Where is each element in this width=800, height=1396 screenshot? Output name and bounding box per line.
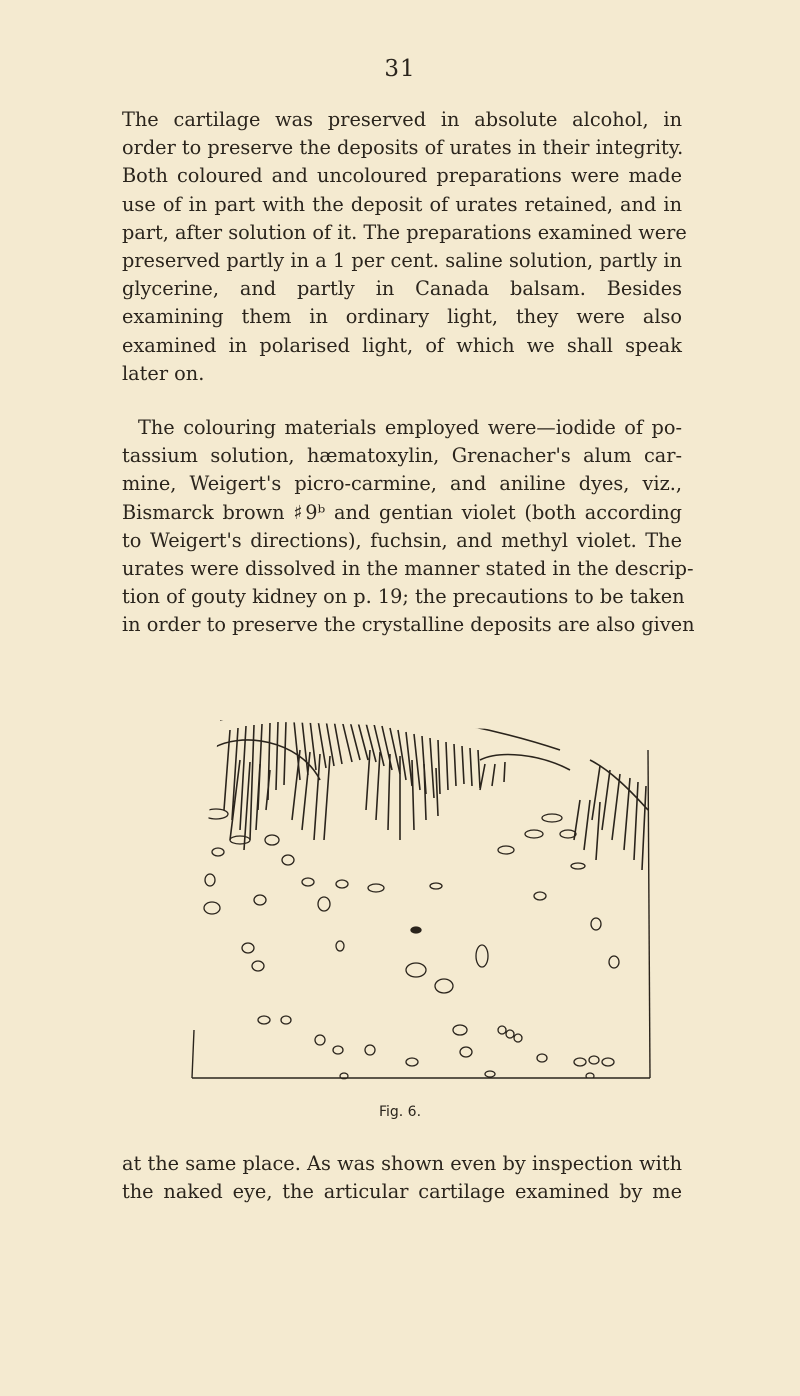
text-line: mine, Weigert's picro-carmine, and aniline dyes, viz., bbox=[122, 472, 682, 496]
text-line: glycerine, and partly in Canada balsam. Besides bbox=[122, 277, 682, 301]
text-line: tassium solution, hæmatoxylin, Grenacher's alum car- bbox=[122, 444, 682, 468]
text-line: use of in part with the deposit of urates retained, and in bbox=[122, 192, 682, 216]
text-line: Bismarck brown ♯9ᵇ and gentian violet (both according bbox=[122, 500, 682, 524]
text-line: the naked eye, the articular cartilage examined by me bbox=[122, 1180, 682, 1204]
text-line: at the same place. As was shown even by inspection with bbox=[122, 1152, 682, 1175]
text-line: to Weigert's directions), fuchsin, and methyl violet. The bbox=[122, 528, 682, 552]
section-outline bbox=[192, 750, 650, 1078]
text-line: tion of gouty kidney on p. 19; the precautions to be taken bbox=[122, 585, 685, 609]
figure-cartilage-illustration bbox=[180, 690, 660, 1080]
text-line: preserved partly in a 1 per cent. saline solution, partly in bbox=[122, 249, 682, 273]
text-line: examined in polarised light, of which we shall speak bbox=[122, 333, 682, 357]
hatched-deposit-layer bbox=[210, 710, 648, 870]
text-line: part, after solution of it. The preparations examined were bbox=[122, 220, 687, 244]
text-line: The colouring materials employed were—iodide of po- bbox=[138, 416, 682, 439]
figure-caption: Fig. 6. bbox=[378, 1104, 422, 1120]
text-line: later on. bbox=[122, 361, 205, 385]
text-line: The cartilage was preserved in absolute alcohol, in bbox=[122, 108, 682, 131]
text-line: Both coloured and uncoloured preparations were made bbox=[122, 164, 682, 188]
urate-deposits bbox=[204, 809, 619, 1079]
paragraph-preservation bbox=[122, 106, 687, 388]
page-number: 31 bbox=[384, 56, 416, 82]
text-line: examining them in ordinary light, they were also bbox=[122, 305, 682, 329]
text-line: in order to preserve the crystalline deposits are also given bbox=[122, 613, 695, 637]
paragraph-continuation bbox=[122, 1150, 682, 1206]
text-line: order to preserve the deposits of urates in their integrity. bbox=[122, 136, 684, 160]
cartilage-section bbox=[204, 710, 648, 1079]
text-line: urates were dissolved in the manner stated in the descrip- bbox=[122, 557, 694, 581]
paragraph-colouring-materials bbox=[122, 414, 695, 640]
